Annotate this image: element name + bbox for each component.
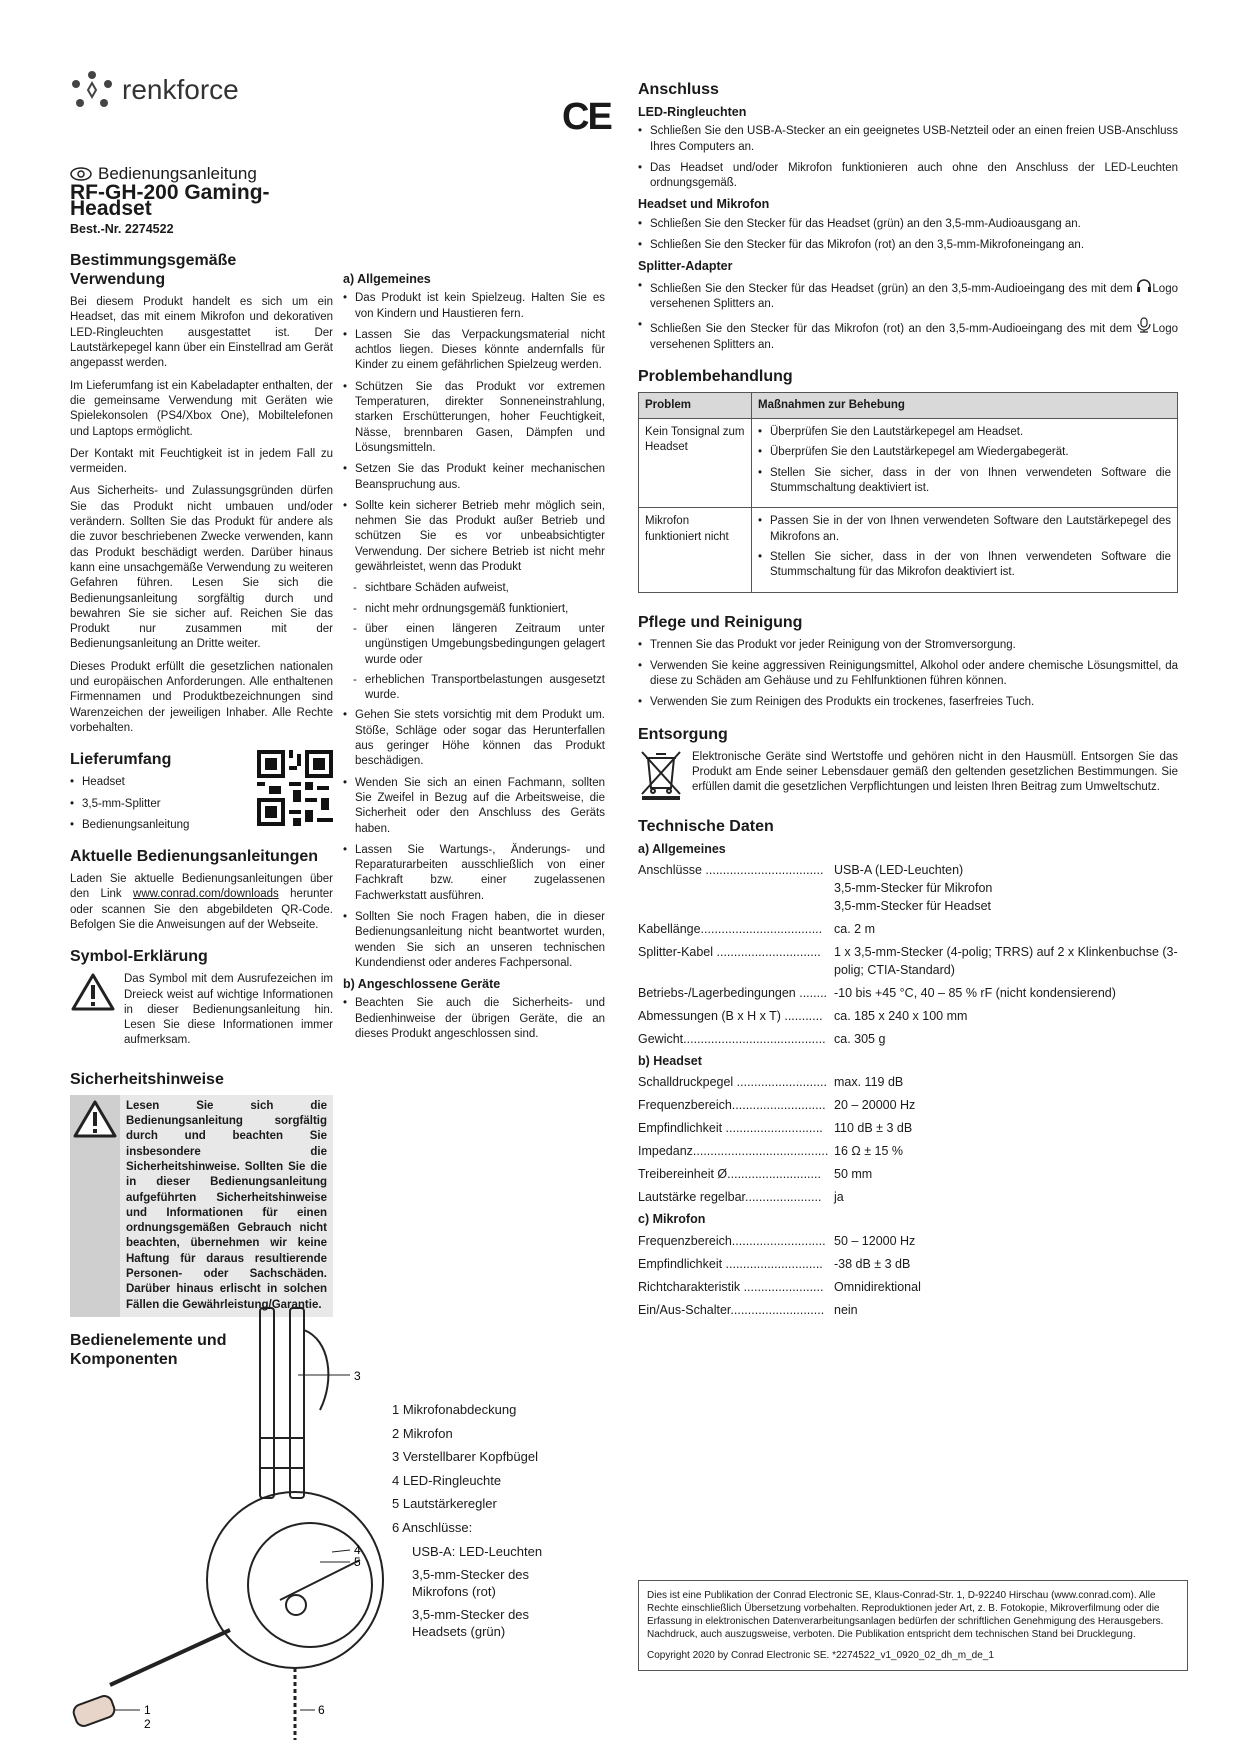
- connected-list: [343, 996, 605, 1042]
- column-right: [638, 80, 1178, 1324]
- callout-5: 5: [354, 1555, 361, 1569]
- weee-bin-icon: [638, 750, 684, 800]
- trouble-heading: Problembehandlung: [638, 367, 793, 385]
- headband-left: [260, 1308, 274, 1498]
- legend-item: 1 Mikrofonabdeckung: [392, 1402, 517, 1417]
- list-item: • Schließen Sie den USB-A-Stecker an ein geeignetes USB-Netzteil oder an einen freien USB-Anschluss Ihres Computers an.: [638, 124, 1178, 155]
- tech-general-heading: a) Allgemeines: [638, 841, 726, 856]
- spec-value: ca. 2 m: [834, 921, 875, 936]
- components-heading: Bedienelemente und Komponenten: [70, 1331, 227, 1368]
- spec-key: Ein/Aus-Schalter...........................: [638, 1302, 825, 1317]
- list-item: • Stellen Sie sicher, dass in der von Ihnen verwendeten Software die Stummschaltung für das Mikrofon deaktiviert ist.: [758, 550, 1171, 581]
- spec-key: Splitter-Kabel ..............................: [638, 944, 821, 959]
- paragraph: Aus Sicherheits- und Zulassungsgründen dürfen Sie das Produkt nicht umbauen und/oder verändern. Sollten Sie das Produkt für andere als die zuvor beschriebenen Zwecke verwenden, kann das Produkt beschädigt werden. Darüber hinaus kann eine unsachgemäße Verwendung zu weiteren Gefahren führen. Lesen Sie sich die Bedienungsanleitung sorgfältig durch und bewahren Sie sie sicher auf. Reichen Sie das Produkt nur zusammen mit der Bedienungsanleitung an Dritte weiter.: [70, 485, 333, 651]
- list-item: • Lassen Sie Wartungs-, Änderungs- und Reparaturarbeiten ausschließlich von einer Fachkraft bzw. einer zugelassenen Fachwerkstatt ausführen.: [343, 843, 605, 904]
- spec-value: -10 bis +45 °C, 40 – 85 % rF (nicht kondensierend): [834, 985, 1116, 1000]
- spec-key: Abmessungen (B x H x T) ...........: [638, 1008, 823, 1023]
- headset-diagram: [70, 1300, 390, 1731]
- qr-code-icon[interactable]: [257, 750, 333, 826]
- ce-mark: CE: [562, 96, 611, 138]
- legend-item: 6 Anschlüsse:: [392, 1519, 473, 1535]
- spec-row: [638, 920, 1178, 938]
- delivery-heading: Lieferumfang: [70, 751, 172, 769]
- list-item: • Stellen Sie sicher, dass in der von Ihnen verwendeten Software die Stummschaltung deaktiviert ist.: [758, 466, 1171, 497]
- spec-value: 1 x 3,5-mm-Stecker (4-polig; TRRS) auf 2 x Klinkenbuchse (3-polig; CTIA-Standard): [834, 944, 1178, 977]
- spec-row: [638, 1007, 1178, 1025]
- downloads-link[interactable]: www.conrad.com/downloads: [133, 888, 279, 901]
- list-item: - über einen längeren Zeitraum unter ungünstigen Umgebungsbedingungen gelagert wurde oder: [343, 622, 605, 668]
- list-item: • Das Produkt ist kein Spielzeug. Halten Sie es von Kindern und Haustieren fern.: [343, 291, 605, 322]
- list-item: • Beachten Sie auch die Sicherheits- und Bedienhinweise der übrigen Geräte, die an dieses Produkt angeschlossen sind.: [343, 996, 605, 1042]
- current-manuals-heading: Aktuelle Bedienungsanleitungen: [70, 848, 319, 866]
- legend-item: 5 Lautstärkeregler: [392, 1496, 497, 1511]
- legend-sub-item: 3,5-mm-Stecker des Headsets (grün): [412, 1607, 530, 1639]
- legend-sub-item: USB-A: LED-Leuchten: [412, 1544, 543, 1559]
- spec-row: [638, 1119, 1178, 1137]
- headband-slider: [260, 1438, 304, 1468]
- footer-text: Dies ist eine Publikation der Conrad Electronic SE, Klaus-Conrad-Str. 1, D-92240 Hirschau (www.conrad.com). Alle Rechte einschließlich Übersetzung vorbehalten. Reproduktionen jeder Art, z. B. Fotokopie, Mikroverfilmung oder die Erfassung in elektronischen Datenverarbeitungsanlagen bedürfen der schriftlichen Genehmigung des Herausgebers. Nachdruck, auch auszugsweise, verboten. Die Publikation entspricht dem technischen Stand bei Drucklegung.: [647, 1590, 1164, 1640]
- current-manuals-text: Laden Sie aktuelle Bedienungsanleitungen über den Link www.conrad.com/downloads herunter oder scannen Sie den abgebildeten QR-Code. Befolgen Sie die Anweisungen auf der Webseite.: [70, 873, 333, 931]
- spec-row: [638, 1142, 1178, 1160]
- spec-key: Richtcharakteristik .......................: [638, 1279, 824, 1294]
- tech-headset-list: [638, 1073, 1178, 1206]
- callout-1: 1: [144, 1703, 151, 1717]
- doc-type: Bedienungsanleitung: [70, 166, 333, 181]
- spec-key: Empfindlichkeit ............................: [638, 1256, 823, 1271]
- spec-row: [638, 861, 1178, 915]
- spec-value: ja: [834, 1190, 844, 1205]
- adjuster-circle: [286, 1595, 306, 1615]
- list-item: • Sollte kein sicherer Betrieb mehr möglich sein, nehmen Sie das Produkt außer Betrieb und schützen Sie es vor unbeabsichtigter Verwendung. Der sichere Betrieb ist nicht mehr gewährleistet, wenn das Produkt: [343, 499, 605, 575]
- spec-value: 16 Ω ± 15 %: [834, 1144, 904, 1159]
- spec-value: 110 dB ± 3 dB: [834, 1121, 913, 1136]
- list-item: • Verwenden Sie zum Reinigen des Produkts ein trockenes, faserfreies Tuch.: [638, 695, 1178, 710]
- general-sublist: [343, 581, 605, 703]
- led-ring-stroke: [280, 1560, 360, 1600]
- headset-mic-heading: Headset und Mikrofon: [638, 197, 770, 212]
- spec-row: [638, 1232, 1178, 1250]
- list-item: • Trennen Sie das Produkt vor jeder Reinigung von der Stromversorgung.: [638, 638, 1178, 653]
- paragraph: Im Lieferumfang ist ein Kabeladapter enthalten, der die gemeinsame Verwendung mit Geräten wie Spielekonsolen (PS4/Xbox One), Mobiltelefonen und Laptops ermöglicht.: [70, 379, 333, 438]
- spec-row: [638, 1278, 1178, 1296]
- brand-name: renkforce: [122, 74, 239, 106]
- list-item: - erheblichen Transportbelastungen ausgesetzt wurde.: [343, 673, 605, 704]
- spec-key: Gewicht.........................................: [638, 1031, 826, 1046]
- list-item: • Überprüfen Sie den Lautstärkepegel am Wiedergabegerät.: [758, 445, 1171, 460]
- spec-row: [638, 1301, 1178, 1319]
- disposal-heading: Entsorgung: [638, 725, 728, 743]
- spec-value: 50 – 12000 Hz: [834, 1233, 916, 1248]
- tech-mic-list: [638, 1232, 1178, 1319]
- microphone-boom: [110, 1630, 230, 1685]
- tech-general-list: [638, 861, 1178, 1048]
- list-item: • Schließen Sie den Stecker für das Headset (grün) an den 3,5-mm-Audioausgang an.: [638, 217, 1178, 232]
- brand-logo: [70, 70, 333, 110]
- list-item: • Schließen Sie den Stecker für das Headset (grün) an den 3,5-mm-Audioeingang des mit dem Logo versehenen Splitters an.: [638, 279, 1178, 313]
- list-item: • Das Headset und/oder Mikrofon funktionieren auch ohne den Anschluss der LED-Leuchten ordnungsgemäß.: [638, 161, 1178, 192]
- connected-heading: b) Angeschlossene Geräte: [343, 977, 501, 992]
- spec-value: ca. 305 g: [834, 1031, 886, 1046]
- order-number: Best.-Nr. 2274522: [70, 221, 174, 236]
- warning-triangle-icon: [70, 972, 116, 1012]
- spec-row: [638, 1165, 1178, 1183]
- spec-value: USB-A (LED-Leuchten) 3,5-mm-Stecker für Mikrofon 3,5-mm-Stecker für Headset: [834, 862, 993, 913]
- connection-heading: Anschluss: [638, 81, 719, 98]
- symbol-explanation: Das Symbol mit dem Ausrufezeichen im Dreieck weist auf wichtige Informationen in dieser Bedienungsanleitung hin. Lesen Sie diese Informationen immer aufmerksam.: [70, 972, 333, 1055]
- spec-row: [638, 1188, 1178, 1206]
- components-legend: [392, 1398, 562, 1646]
- column-left: [70, 70, 333, 1375]
- list-item: - nicht mehr ordnungsgemäß funktioniert,: [343, 602, 605, 617]
- table-row: [639, 419, 1178, 508]
- publisher-footer: [638, 1580, 1188, 1671]
- microphone-icon: [1136, 318, 1152, 332]
- paragraph: Bei diesem Produkt handelt es sich um ein Headset, das mit einem Mikrofon und dekorativen LED-Ringleuchten ausgestattet ist. Der Lautstärkepegel kann über ein Einstellrad am Gerät angepasst werden.: [70, 296, 333, 370]
- general-list-2: [343, 708, 605, 971]
- callout-6: 6: [318, 1703, 325, 1717]
- splitter-heading: Splitter-Adapter: [638, 259, 733, 274]
- spec-key: Lautstärke regelbar......................: [638, 1190, 822, 1205]
- spec-key: Anschlüsse ..................................: [638, 862, 824, 877]
- table-row: [639, 508, 1178, 592]
- spec-value: 20 – 20000 Hz: [834, 1098, 916, 1113]
- callout-2: 2: [144, 1717, 151, 1731]
- list-item: • Lassen Sie das Verpackungsmaterial nicht achtlos liegen. Dieses könnte andernfalls für Kinder zu einem gefährlichen Spielzeug werden.: [343, 328, 605, 374]
- spec-key: Frequenzbereich...........................: [638, 1233, 826, 1248]
- spec-value: -38 dB ± 3 dB: [834, 1256, 911, 1271]
- list-item: • Sollten Sie noch Fragen haben, die in dieser Bedienungsanleitung nicht beantwortet wurden, wenden Sie sich an unseren technischen Kundendienst oder anderes Fachpersonal.: [343, 910, 605, 971]
- list-item: • Schließen Sie den Stecker für das Mikrofon (rot) an den 3,5-mm-Mikrofoneingang an.: [638, 238, 1178, 253]
- headband-curve: [304, 1330, 328, 1410]
- legend-sub-item: 3,5-mm-Stecker des Mikrofons (rot): [412, 1567, 530, 1599]
- tech-headset-heading: b) Headset: [638, 1053, 702, 1068]
- headband-right: [290, 1308, 304, 1498]
- tech-heading: Technische Daten: [638, 817, 774, 835]
- legend-item: 4 LED-Ringleuchte: [392, 1472, 502, 1488]
- spec-row: [638, 943, 1178, 979]
- legend-item: 3 Verstellbarer Kopfbügel: [392, 1449, 538, 1464]
- list-item: • Passen Sie in der von Ihnen verwendeten Software den Lautstärkepegel des Mikrofons an.: [758, 514, 1171, 545]
- symbols-heading: Symbol-Erklärung: [70, 948, 208, 966]
- general-list: [343, 291, 605, 575]
- list-item: • Headset: [70, 775, 333, 790]
- list-item: • Schließen Sie den Stecker für das Mikrofon (rot) an den 3,5-mm-Audioeingang des mit dem Logo versehenen Splitters an.: [638, 318, 1178, 353]
- table-header: Problem: [639, 392, 752, 418]
- page-title: RF-GH-200 Gaming-Headset: [70, 181, 270, 220]
- spec-row: [638, 1030, 1178, 1048]
- paragraph: Dieses Produkt erfüllt die gesetzlichen nationalen und europäischen Anforderungen. Alle enthaltenen Firmennamen und Produktbezeichnungen sind Warenzeichen der jeweiligen Inhaber. Alle Rechte vorbehalten.: [70, 660, 333, 734]
- care-heading: Pflege und Reinigung: [638, 613, 803, 631]
- callout-3: 3: [354, 1369, 361, 1383]
- copyright: Copyright 2020 by Conrad Electronic SE. *2274522_v1_0920_02_dh_m_de_1: [647, 1650, 994, 1661]
- legend-item: 2 Mikrofon: [392, 1425, 453, 1441]
- list-item: - sichtbare Schäden aufweist,: [343, 581, 605, 596]
- list-item: • Wenden Sie sich an einen Fachmann, sollten Sie Zweifel in Bezug auf die Arbeitsweise, die Sicherheit oder den Anschluss des Geräts haben.: [343, 776, 605, 837]
- intended-use-heading: Bestimmungsgemäße Verwendung: [70, 252, 237, 289]
- general-heading: a) Allgemeines: [343, 272, 431, 286]
- spec-key: Betriebs-/Lagerbedingungen ........: [638, 985, 828, 1000]
- safety-heading: Sicherheitshinweise: [70, 1070, 224, 1088]
- table-cell: Mikrofon funktioniert nicht: [639, 508, 752, 592]
- column-middle: [343, 266, 605, 1048]
- headphones-icon: [1136, 279, 1152, 292]
- safety-box: Lesen Sie sich die Bedienungsanleitung sorgfältig durch und beachten Sie insbesondere die Sicherheitshinweise. Sollten Sie die in dieser Bedienungsanleitung aufgeführten Sicherheitshinweise und Informationen für einen ordnungsgemäßen Gebrauch nicht beachten, übernehmen wir keine Haftung für daraus resultierende Personen- oder Sachschäden. Darüber hinaus erlischt in solchen Fällen die Gewährleistung/Garantie.: [70, 1095, 333, 1317]
- spec-row: [638, 1073, 1178, 1091]
- paragraph: Der Kontakt mit Feuchtigkeit ist in jedem Fall zu vermeiden.: [70, 447, 333, 476]
- spec-value: nein: [834, 1302, 858, 1317]
- list-item: • Schützen Sie das Produkt vor extremen Temperaturen, direkter Sonneneinstrahlung, starken Erschütterungen, hoher Feuchtigkeit, Nässe, brennbaren Gasen, Dämpfen und Lösungsmitteln.: [343, 380, 605, 456]
- spec-value: max. 119 dB: [834, 1075, 904, 1090]
- spec-key: Frequenzbereich...........................: [638, 1098, 826, 1113]
- table-header: Maßnahmen zur Behebung: [752, 392, 1178, 418]
- warning-triangle-icon: [72, 1099, 118, 1139]
- trouble-table: [638, 392, 1178, 593]
- callout-4: 4: [354, 1543, 361, 1557]
- list-item: • Setzen Sie das Produkt keiner mechanischen Beanspruchung aus.: [343, 462, 605, 493]
- spec-row: [638, 1255, 1178, 1273]
- spec-value: 50 mm: [834, 1167, 873, 1182]
- microphone-cover: [71, 1694, 116, 1728]
- list-item: • Bedienungsanleitung: [70, 818, 333, 833]
- spec-row: [638, 1096, 1178, 1114]
- table-cell: Kein Tonsignal zum Headset: [639, 419, 752, 508]
- list-item: • Verwenden Sie keine aggressiven Reinigungsmittel, Alkohol oder andere chemische Lösungsmittel, da diese zu Schäden am Gehäuse und zu Fehlfunktionen führen können.: [638, 659, 1178, 690]
- spec-key: Impedanz.......................................: [638, 1144, 829, 1159]
- spec-value: Omnidirektional: [834, 1279, 921, 1294]
- spec-key: Treibereinheit Ø...........................: [638, 1167, 821, 1182]
- spec-row: [638, 984, 1178, 1002]
- spec-key: Kabellänge...................................: [638, 921, 823, 936]
- list-item: • 3,5-mm-Splitter: [70, 797, 333, 812]
- spec-value: ca. 185 x 240 x 100 mm: [834, 1008, 968, 1023]
- eye-icon: [70, 167, 92, 181]
- disposal-text: Elektronische Geräte sind Wertstoffe und gehören nicht in den Hausmüll. Entsorgen Sie das Produkt am Ende seiner Lebensdauer gemäß den geltenden gesetzlichen Bestimmungen. Sie erfüllen damit die gesetzlichen Verpflichtungen und leisten Ihren Beitrag zum Umweltschutz.: [692, 750, 1178, 794]
- list-item: • Überprüfen Sie den Lautstärkepegel am Headset.: [758, 425, 1171, 440]
- renkforce-logo-icon: [70, 70, 114, 110]
- tech-mic-heading: c) Mikrofon: [638, 1212, 706, 1227]
- spec-key: Empfindlichkeit ............................: [638, 1121, 823, 1136]
- list-item: • Gehen Sie stets vorsichtig mit dem Produkt um. Stöße, Schläge oder sogar das Herunterfallen aus geringer Höhe können das Produkt beschädigen.: [343, 708, 605, 769]
- ear-cup-outer: [207, 1492, 383, 1668]
- spec-key: Schalldruckpegel ..........................: [638, 1075, 827, 1090]
- led-heading: LED-Ringleuchten: [638, 105, 747, 119]
